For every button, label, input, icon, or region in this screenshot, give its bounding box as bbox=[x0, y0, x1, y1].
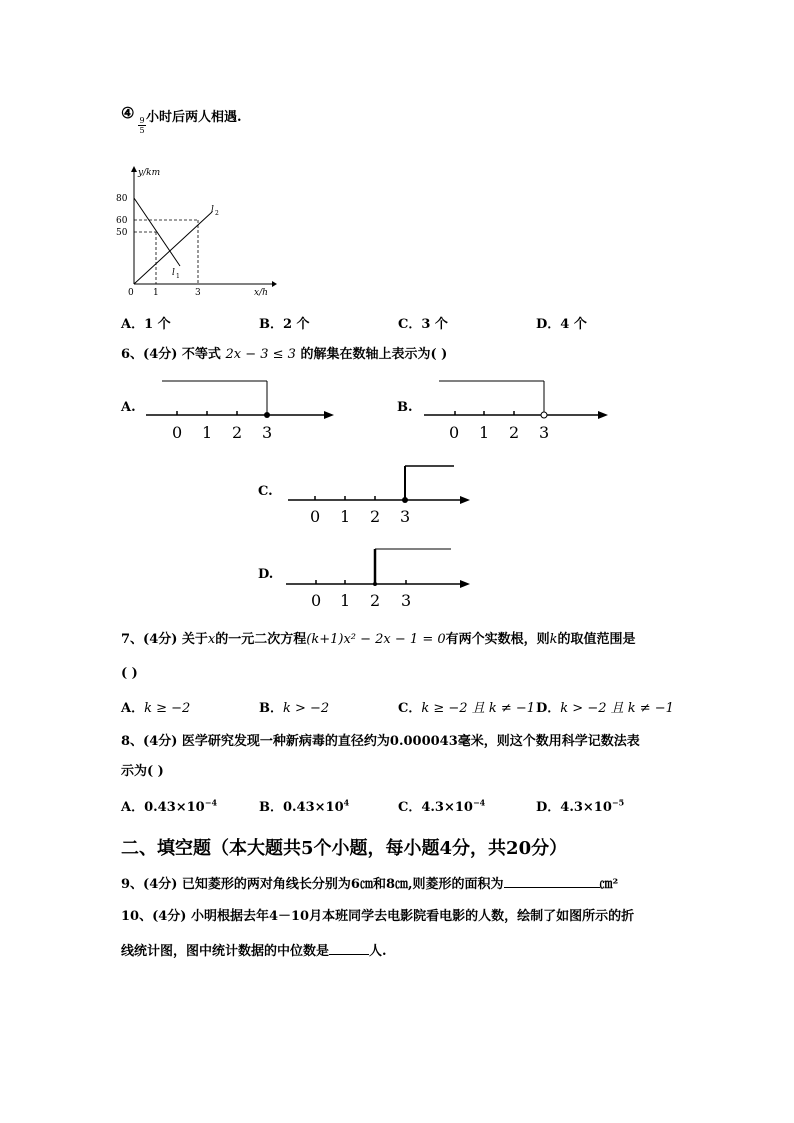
q10-answer-blank[interactable] bbox=[329, 942, 369, 955]
y-axis-label: y/km bbox=[138, 168, 161, 178]
q7-prefix: 7、(4分) 关于 bbox=[121, 632, 208, 647]
q5-option-c[interactable]: C．3 个 bbox=[398, 317, 448, 332]
q7-option-b-text: k > −2 bbox=[283, 701, 330, 716]
q9-answer-blank[interactable] bbox=[504, 875, 600, 888]
q7-mid: 的一元二次方程 bbox=[215, 632, 307, 647]
svg-text:0: 0 bbox=[310, 507, 321, 526]
closed-dot bbox=[373, 582, 377, 586]
y-tick-60: 60 bbox=[116, 216, 128, 226]
q10-text-a: 线统计图，图中统计数据的中位数是 bbox=[121, 944, 330, 959]
item-4-text: 小时后两人相遇. bbox=[146, 110, 242, 125]
origin-label: 0 bbox=[128, 288, 134, 298]
q8-option-b[interactable] bbox=[259, 796, 349, 815]
l1-label: l bbox=[172, 268, 175, 278]
fraction-9-5 bbox=[138, 116, 146, 135]
q6-prefix: 6、(4分) 不等式 bbox=[121, 347, 221, 362]
q6-number-line-b[interactable] bbox=[420, 376, 620, 446]
section-2-title: 二、填空题（本大题共5个小题，每小题4分，共20分） bbox=[121, 838, 568, 859]
q6-number-line-c[interactable] bbox=[284, 460, 484, 530]
distance-time-graph bbox=[112, 160, 282, 302]
q6-number-line-d[interactable] bbox=[282, 543, 482, 613]
q7-option-c-text: k ≥ −2 且 k ≠ −1 bbox=[421, 701, 536, 716]
q9-text: 9、(4分) 已知菱形的两对角线长分别为6㎝和8㎝,则菱形的面积为 bbox=[121, 877, 504, 892]
l2-label: l bbox=[211, 205, 214, 215]
q5-option-d[interactable]: D．4 个 bbox=[536, 317, 587, 332]
q7-option-a-text: k ≥ −2 bbox=[144, 701, 191, 716]
q7-option-b[interactable] bbox=[259, 697, 329, 716]
svg-text:2: 2 bbox=[370, 507, 381, 526]
x-tick-3: 3 bbox=[195, 288, 201, 298]
q10-line-1: 10、(4分) 小明根据去年4－10月本班同学去电影院看电影的人数，绘制了如图所示的折 bbox=[121, 909, 635, 924]
q6-option-a-label[interactable]: A. bbox=[121, 400, 136, 415]
q7-option-d[interactable] bbox=[536, 697, 674, 716]
svg-text:2: 2 bbox=[509, 423, 520, 442]
q6-suffix: 的解集在数轴上表示为( ) bbox=[300, 347, 448, 362]
q6-option-c-label[interactable]: C. bbox=[258, 484, 273, 499]
svg-text:0: 0 bbox=[311, 591, 322, 610]
q5-option-a[interactable]: A．1 个 bbox=[121, 317, 171, 332]
y-axis-arrow bbox=[131, 166, 137, 172]
closed-dot bbox=[264, 412, 270, 418]
q7-stem bbox=[121, 628, 636, 647]
q8-option-d-base: D．4.3×10 bbox=[536, 800, 612, 815]
l2-subscript: 2 bbox=[215, 210, 219, 217]
q7-option-a[interactable] bbox=[121, 697, 190, 716]
svg-text:1: 1 bbox=[340, 591, 351, 610]
q7-option-d-text: k > −2 且 k ≠ −1 bbox=[560, 701, 674, 716]
q8-option-b-base: B．0.43×10 bbox=[259, 800, 344, 815]
svg-text:0: 0 bbox=[449, 423, 460, 442]
q7-suffix: 的取值范围是 bbox=[557, 632, 636, 647]
q6-expression: 2x − 3 ≤ 3 bbox=[225, 347, 296, 362]
q7-option-c-label: C． bbox=[398, 701, 422, 716]
x-tick-1: 1 bbox=[153, 288, 159, 298]
fraction-numerator: 9 bbox=[139, 116, 145, 125]
l1-subscript: 1 bbox=[176, 273, 180, 280]
svg-text:3: 3 bbox=[262, 423, 273, 442]
open-dot bbox=[541, 412, 547, 418]
q8-line-1: 8、(4分) 医学研究发现一种新病毒的直径约为0.000043毫米，则这个数用科学记数法表 bbox=[121, 734, 640, 749]
q6-option-d-label[interactable]: D. bbox=[258, 567, 274, 582]
q7-equation: (k+1)x² − 2x − 1 = 0 bbox=[306, 632, 446, 647]
q8-option-c-base: C．4.3×10 bbox=[398, 800, 473, 815]
circled-number-4: ④ bbox=[121, 104, 135, 122]
svg-text:1: 1 bbox=[340, 507, 351, 526]
y-tick-50: 50 bbox=[116, 228, 128, 238]
q6-number-line-a[interactable] bbox=[142, 376, 342, 446]
q8-option-d-exp: −5 bbox=[611, 797, 625, 808]
svg-text:3: 3 bbox=[400, 507, 411, 526]
q8-option-a-exp: −4 bbox=[204, 797, 218, 808]
x-axis-label: x/h bbox=[254, 288, 268, 298]
q5-option-b[interactable]: B．2 个 bbox=[259, 317, 310, 332]
q8-option-a[interactable] bbox=[121, 796, 217, 815]
q7-option-c[interactable] bbox=[398, 697, 535, 716]
svg-text:2: 2 bbox=[232, 423, 243, 442]
q7-option-d-label: D． bbox=[536, 701, 561, 716]
item-4 bbox=[121, 104, 134, 122]
y-tick-80: 80 bbox=[116, 194, 128, 204]
q7-paren: ( ) bbox=[121, 666, 138, 681]
q10-text-b: 人. bbox=[369, 944, 387, 959]
q9-stem bbox=[121, 873, 618, 892]
svg-text:1: 1 bbox=[202, 423, 213, 442]
svg-text:1: 1 bbox=[479, 423, 490, 442]
q8-option-a-base: A．0.43×10 bbox=[121, 800, 205, 815]
fraction-denominator: 5 bbox=[139, 126, 145, 135]
q9-unit: ㎝² bbox=[599, 877, 619, 892]
q7-option-a-label: A． bbox=[121, 701, 145, 716]
q8-option-c[interactable] bbox=[398, 796, 485, 815]
q7-mid2: 有两个实数根，则 bbox=[445, 632, 550, 647]
q7-var-k: k bbox=[549, 632, 558, 647]
q7-var-x: x bbox=[207, 632, 216, 647]
q6-stem bbox=[121, 343, 447, 362]
x-axis-arrow bbox=[272, 281, 277, 287]
q8-option-c-exp: −4 bbox=[472, 797, 486, 808]
q8-line-2: 示为( ) bbox=[121, 764, 164, 779]
svg-text:0: 0 bbox=[172, 423, 183, 442]
q10-line-2 bbox=[121, 940, 387, 959]
svg-text:3: 3 bbox=[401, 591, 412, 610]
closed-dot bbox=[402, 497, 408, 503]
q7-option-b-label: B． bbox=[259, 701, 283, 716]
svg-text:2: 2 bbox=[370, 591, 381, 610]
q6-option-b-label[interactable]: B. bbox=[397, 400, 413, 415]
q8-option-d[interactable] bbox=[536, 796, 624, 815]
svg-text:3: 3 bbox=[539, 423, 550, 442]
q8-option-b-exp: 4 bbox=[343, 797, 350, 808]
